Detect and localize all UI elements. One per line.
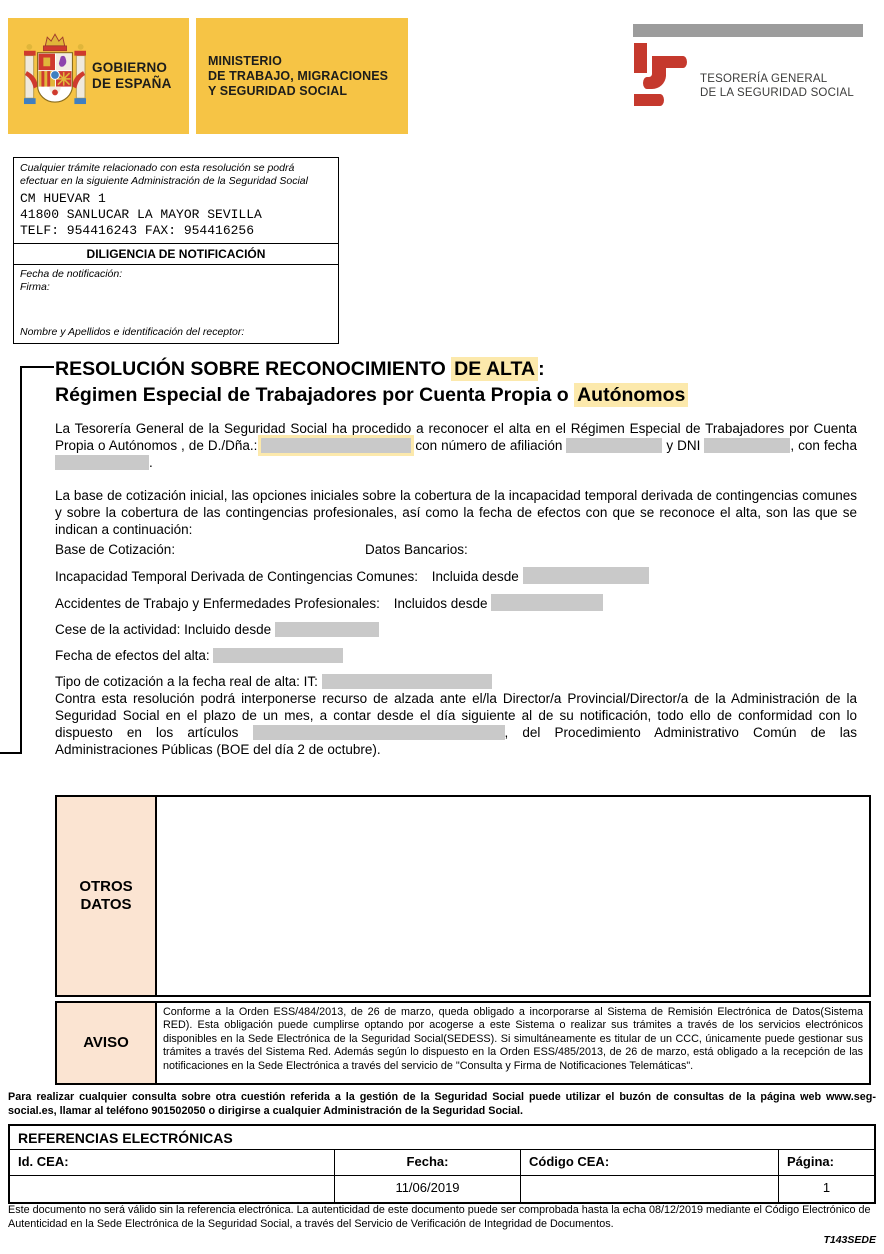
page-title: RESOLUCIÓN SOBRE RECONOCIMIENTO DE ALTA : Régimen Especial de Trabajadores por Cuenta Propia o Autónomos bbox=[55, 356, 865, 408]
validity-note: Este documento no será válido sin la referencia electrónica. La autenticidad de este documento puede ser comprobada hasta la echa 08/12/2019 mediante el Código Electrónico de Autenticidad en la Sede Electrónica de la Seguridad Social, a través del Servicio de Verificación de Integridad de Documentos. bbox=[8, 1204, 871, 1230]
gobierno-label: GOBIERNO DE ESPAÑA bbox=[92, 60, 172, 91]
diligencia-title: DILIGENCIA DE NOTIFICACIÓN bbox=[14, 243, 338, 265]
highlight-de-alta: DE ALTA bbox=[451, 357, 538, 381]
spain-coat-of-arms-icon bbox=[24, 32, 86, 121]
administration-box bbox=[13, 157, 339, 344]
col-pagina: Página: bbox=[779, 1150, 874, 1176]
field-row-base bbox=[55, 541, 857, 558]
aviso-table bbox=[55, 1001, 871, 1085]
col-fecha: Fecha: bbox=[335, 1150, 521, 1176]
referencias-header-row bbox=[10, 1150, 874, 1176]
paragraph-recognition: La Tesorería General de la Seguridad Social ha procedido a reconocer el alta en el Régimen Especial de Trabajadores por Cuenta Propia o Autónomos , de D./Dña.: con número de afiliación y DNI , con fecha . bbox=[55, 421, 857, 470]
it-value: Incluida desde bbox=[431, 569, 519, 584]
referencias-value-row bbox=[10, 1176, 874, 1202]
redacted-date bbox=[55, 455, 149, 470]
redacted-name bbox=[261, 438, 411, 453]
paragraph-base-cotizacion: La base de cotización inicial, las opciones iniciales sobre la cobertura de la incapacidad temporal derivada de contingencias comunes y sobre la cobertura de las contingencias profesionales, así como la fecha de efectos con que se reconoce el alta, son las que se indican a continuación: bbox=[55, 488, 857, 537]
redacted-it-date bbox=[523, 567, 649, 584]
accidentes-value: Incluidos desde bbox=[393, 596, 488, 611]
fecha-notificacion-label: Fecha de notificación: bbox=[20, 268, 123, 280]
otros-datos-content bbox=[157, 797, 869, 995]
receptor-label: Nombre y Apellidos e identificación del receptor: bbox=[20, 326, 245, 338]
val-codigo-cea bbox=[521, 1176, 779, 1202]
consulta-note: Para realizar cualquier consulta sobre otra cuestión referida a la gestión de la Seguridad Social puede utilizar el buzón de consultas de la página web www.seg-social.es, llamar al teléfono 901502050 o dirigirse a cualquier Administración de la Seguridad Social. bbox=[8, 1091, 876, 1117]
aviso-text: Conforme a la Orden ESS/484/2013, de 26 de marzo, queda obligado a incorporarse al Sistema de Remisión Electrónica de Datos(Sistema RED). Esta obligación puede cumplirse optando por acogerse a este Sistema o realizar sus trámites a través de los servicios electrónicos disponibles en la Sede Electrónica de la Seguridad Social(SEDESS). Si simultáneamente es titular de un CCC, únicamente puede gestionar sus trámites a través del Sistema Red. Además según lo dispuesto en la Orden ESS/485/2013, de 26 de marzo, está obligado a la recepción de las notificaciones en la Sede Electrónica a través del servicio de "Consulta y Firma de Notificaciones Telemáticas". bbox=[157, 1003, 869, 1083]
otros-datos-table bbox=[55, 795, 871, 997]
redacted-fecha-efectos bbox=[213, 648, 343, 663]
tgss-label: TESORERÍA GENERAL DE LA SEGURIDAD SOCIAL bbox=[700, 73, 854, 99]
aviso-label: AVISO bbox=[57, 1003, 157, 1083]
accidentes-label: Accidentes de Trabajo y Enfermedades Profesionales: bbox=[55, 596, 380, 611]
redacted-accidentes-date bbox=[491, 594, 603, 611]
ministerio-block bbox=[196, 18, 408, 134]
tgss-gray-bar bbox=[633, 24, 863, 37]
margin-bracket-bottom bbox=[0, 752, 22, 754]
field-row-fecha-efectos bbox=[55, 647, 857, 664]
notification-labels bbox=[14, 265, 338, 342]
tipo-cotizacion-label: Tipo de cotización a la fecha real de alta: IT: bbox=[55, 674, 318, 689]
field-row-accidentes bbox=[55, 594, 857, 612]
firma-label: Firma: bbox=[20, 281, 50, 293]
datos-bancarios-label: Datos Bancarios: bbox=[365, 542, 468, 557]
val-id-cea bbox=[10, 1176, 335, 1202]
highlight-autonomos: Autónomos bbox=[574, 383, 688, 407]
gobierno-espana-block bbox=[8, 18, 189, 134]
base-cotizacion-label: Base de Cotización: bbox=[55, 542, 176, 557]
document-code: T143SEDE bbox=[823, 1234, 876, 1246]
col-id-cea: Id. CEA: bbox=[10, 1150, 335, 1176]
referencias-title: REFERENCIAS ELECTRÓNICAS bbox=[10, 1126, 874, 1150]
paragraph-recurso: Contra esta resolución podrá interponerse recurso de alzada ante el/la Director/a Provincial/Director/a de la Administración de la Seguridad Social en el plazo de un mes, a contar desde el día siguiente al de su notificación, todo ello de conformidad con lo dispuesto en los artículos , del Procedimiento Administrativo Común de las Administraciones Públicas (BOE del día 2 de octubre). bbox=[55, 691, 857, 757]
redacted-articulos bbox=[253, 725, 505, 740]
field-row-cese bbox=[55, 621, 857, 638]
referencias-table bbox=[8, 1124, 876, 1204]
cese-label: Cese de la actividad: Incluido desde bbox=[55, 622, 272, 637]
admin-address: CM HUEVAR 1 41800 SANLUCAR LA MAYOR SEVILLA TELF: 954416243 FAX: 954416256 bbox=[20, 191, 262, 238]
redacted-cese-date bbox=[275, 622, 379, 637]
tgss-logo-icon bbox=[633, 43, 687, 114]
margin-bracket-top bbox=[20, 366, 54, 368]
val-pagina: 1 bbox=[822, 1180, 831, 1195]
field-row-it bbox=[55, 567, 857, 585]
fecha-efectos-label: Fecha de efectos del alta: bbox=[55, 648, 210, 663]
otros-datos-label: OTROS DATOS bbox=[57, 797, 157, 995]
admin-note: Cualquier trámite relacionado con esta resolución se podrá efectuar en la siguiente Administración de la Seguridad Social bbox=[20, 162, 308, 187]
resolution-fields bbox=[55, 541, 857, 699]
field-row-tipo-cotizacion bbox=[55, 673, 857, 690]
redacted-affiliation-number bbox=[566, 438, 662, 453]
redacted-dni bbox=[704, 438, 790, 453]
ministerio-label: MINISTERIO DE TRABAJO, MIGRACIONES Y SEGURIDAD SOCIAL bbox=[208, 53, 389, 98]
redacted-tipo-cotizacion bbox=[322, 674, 492, 689]
col-codigo-cea: Código CEA: bbox=[521, 1150, 779, 1176]
val-fecha: 11/06/2019 bbox=[335, 1176, 521, 1202]
margin-bracket-vertical bbox=[20, 366, 22, 754]
it-label: Incapacidad Temporal Derivada de Contingencias Comunes: bbox=[55, 569, 418, 584]
